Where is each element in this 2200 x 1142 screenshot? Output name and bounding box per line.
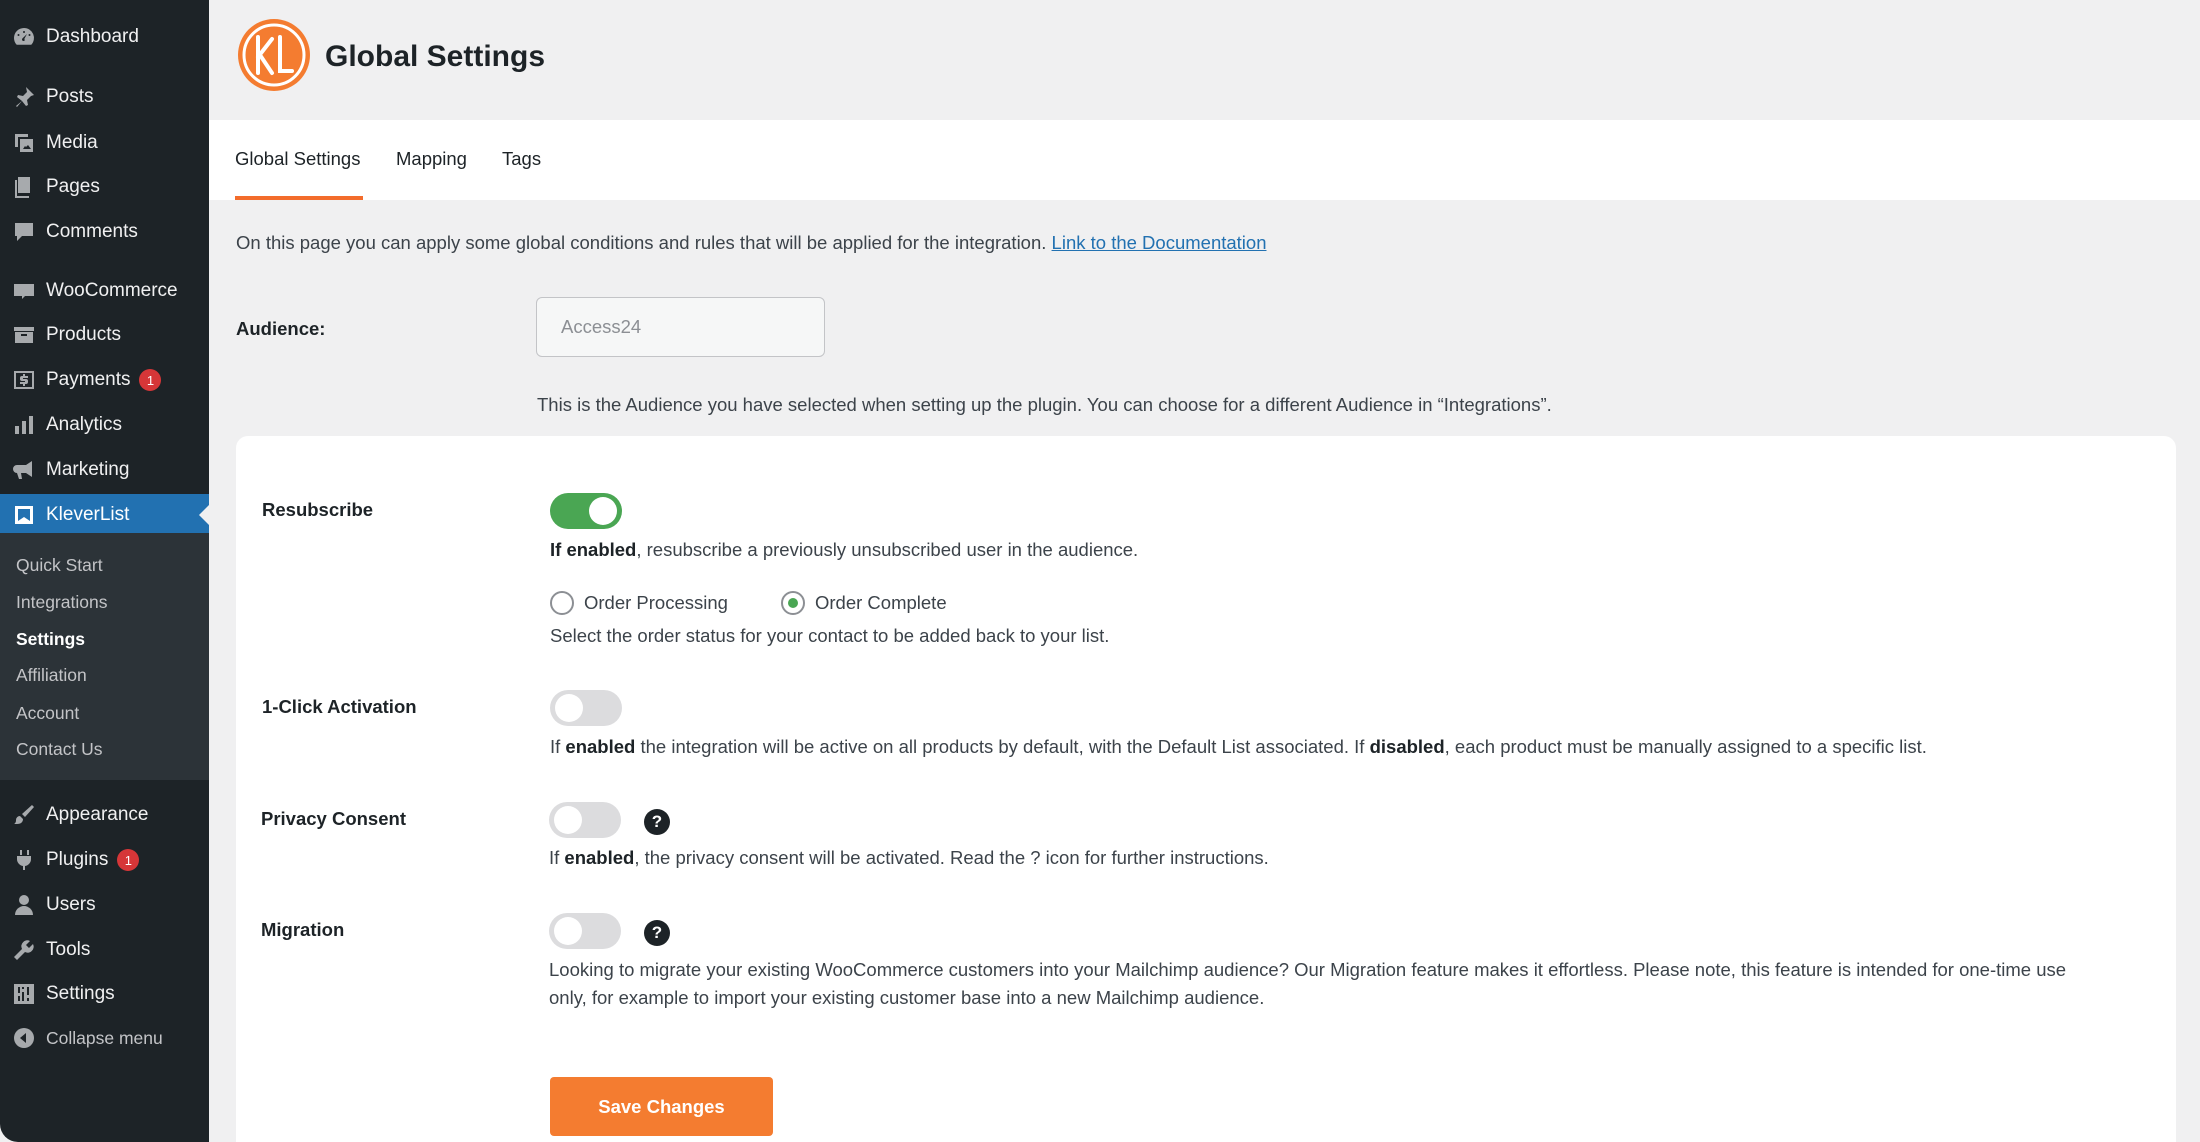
privacy-consent-description xyxy=(549,844,1269,872)
desc-text: , resubscribe a previously unsubscribed user in the audience. xyxy=(636,539,1139,560)
sidebar-item-tools[interactable] xyxy=(0,929,209,971)
user-icon xyxy=(11,892,37,918)
desc-text: the integration will be active on all products by default, with the Default List associated. If xyxy=(635,736,1370,757)
woo-icon xyxy=(11,278,37,304)
sidebar-item-label: Media xyxy=(46,132,98,153)
sidebar-item-woocommerce[interactable] xyxy=(0,270,209,312)
privacy-consent-label: Privacy Consent xyxy=(261,808,406,829)
pages-icon xyxy=(11,174,37,200)
paintbrush-icon xyxy=(11,802,37,828)
privacy-consent-toggle[interactable] xyxy=(549,802,621,838)
migration-description-line-2: only, for example to import your existing customer base into a new Mailchimp audience. xyxy=(549,987,1265,1008)
sidebar-item-label: Posts xyxy=(46,86,94,107)
one-click-activation-label: 1-Click Activation xyxy=(262,696,417,717)
one-click-activation-description xyxy=(550,733,1927,761)
sidebar-item-label: Dashboard xyxy=(46,26,139,47)
sidebar-item-pages[interactable] xyxy=(0,166,209,208)
migration-toggle[interactable] xyxy=(549,913,621,949)
toggle-knob xyxy=(554,917,582,945)
sidebar-item-dashboard[interactable] xyxy=(0,16,209,58)
sidebar-item-label: Users xyxy=(46,894,96,915)
sidebar-item-kleverlist[interactable] xyxy=(0,494,209,536)
sidebar-item-marketing[interactable] xyxy=(0,449,209,491)
radio-circle xyxy=(781,591,805,615)
sidebar-item-label: Tools xyxy=(46,939,91,960)
dollar-icon xyxy=(11,367,37,393)
sidebar-item-label: Analytics xyxy=(46,414,123,435)
comment-icon xyxy=(11,219,37,245)
page-title: Global Settings xyxy=(325,40,546,73)
toggle-knob xyxy=(554,806,582,834)
submenu-item-contact-us[interactable]: Contact Us xyxy=(16,739,103,759)
submenu-item-integrations[interactable]: Integrations xyxy=(16,592,108,612)
save-changes-button[interactable]: Save Changes xyxy=(550,1077,773,1136)
kleverlist-submenu xyxy=(0,533,209,780)
intro-description: On this page you can apply some global conditions and rules that will be applied for the integration. xyxy=(236,232,1047,253)
radio-label: Order Processing xyxy=(584,592,728,613)
sidebar-item-settings[interactable] xyxy=(0,973,209,1015)
toggle-knob xyxy=(555,694,583,722)
intro-text xyxy=(236,232,1266,254)
desc-bold: enabled xyxy=(565,736,636,757)
submenu-item-affiliation[interactable]: Affiliation xyxy=(16,665,87,685)
submenu-item-settings[interactable]: Settings xyxy=(16,629,86,649)
settings-card xyxy=(236,436,2176,1142)
desc-bold: If enabled xyxy=(550,539,637,560)
resubscribe-description xyxy=(550,536,1138,564)
documentation-link[interactable]: Link to the Documentation xyxy=(1051,232,1267,253)
sidebar-item-label: Appearance xyxy=(46,804,149,825)
submenu-item-account[interactable]: Account xyxy=(16,703,80,723)
radio-order-processing[interactable] xyxy=(550,591,728,615)
media-icon xyxy=(11,130,37,156)
audience-help-text: This is the Audience you have selected when setting up the plugin. You can choose for a different Audience in “Integrations”. xyxy=(537,394,1552,415)
bar-chart-icon xyxy=(11,412,37,438)
megaphone-icon xyxy=(11,457,37,483)
sidebar-item-label: KleverList xyxy=(46,504,130,525)
sidebar-item-appearance[interactable] xyxy=(0,794,209,836)
sidebar-item-label: Pages xyxy=(46,176,100,197)
audience-label: Audience: xyxy=(236,318,326,339)
admin-sidebar xyxy=(0,0,209,1142)
active-tab-indicator xyxy=(235,196,363,200)
one-click-activation-toggle[interactable] xyxy=(550,690,622,726)
desc-text: , each product must be manually assigned to a specific list. xyxy=(1444,736,1927,757)
sidebar-item-label: WooCommerce xyxy=(46,280,178,301)
tab-tags[interactable]: Tags xyxy=(502,148,542,169)
sidebar-item-label: Marketing xyxy=(46,459,130,480)
archive-icon xyxy=(11,322,37,348)
settings-icon xyxy=(11,981,37,1007)
radio-label: Order Complete xyxy=(815,592,947,613)
desc-text: , the privacy consent will be activated. Read the ? icon for further instructions. xyxy=(634,847,1269,868)
sidebar-item-media[interactable] xyxy=(0,122,209,164)
sidebar-item-label: Collapse menu xyxy=(46,1027,163,1048)
sidebar-item-label: Payments xyxy=(46,369,131,390)
sidebar-item-label: Comments xyxy=(46,221,138,242)
sidebar-item-users[interactable] xyxy=(0,884,209,926)
audience-field[interactable] xyxy=(536,297,825,357)
toggle-knob xyxy=(589,497,617,525)
sidebar-item-products[interactable] xyxy=(0,314,209,356)
resubscribe-toggle[interactable] xyxy=(550,493,622,529)
submenu-item-quick-start[interactable]: Quick Start xyxy=(16,555,103,575)
resubscribe-label: Resubscribe xyxy=(262,499,374,520)
notification-badge: 1 xyxy=(117,849,139,871)
sidebar-item-payments[interactable] xyxy=(0,359,209,401)
wrench-icon xyxy=(11,937,37,963)
radio-order-complete[interactable] xyxy=(781,591,947,615)
sidebar-item-comments[interactable] xyxy=(0,211,209,253)
kleverlist-logo-icon xyxy=(236,17,312,93)
sidebar-item-analytics[interactable] xyxy=(0,404,209,446)
radio-circle xyxy=(550,591,574,615)
sidebar-item-label: Products xyxy=(46,324,121,345)
desc-text: If xyxy=(550,736,566,757)
dashboard-icon xyxy=(11,24,37,50)
tab-mapping[interactable]: Mapping xyxy=(396,148,467,169)
desc-text: If xyxy=(549,847,565,868)
tab-global-settings[interactable]: Global Settings xyxy=(235,148,361,169)
pin-icon xyxy=(11,84,37,110)
migration-description-line-1: Looking to migrate your existing WooCommerce customers into your Mailchimp audience? Our Migration feature makes it effortless. Please note, this feature is intended for one-time use xyxy=(549,959,2067,980)
sidebar-item-label: Settings xyxy=(46,983,115,1004)
kleverlist-icon xyxy=(11,502,37,528)
question-icon[interactable]: ? xyxy=(644,809,670,835)
order-status-help: Select the order status for your contact to be added back to your list. xyxy=(550,625,1110,646)
question-icon[interactable]: ? xyxy=(644,920,670,946)
collapse-icon xyxy=(11,1025,37,1051)
plug-icon xyxy=(11,847,37,873)
desc-bold: enabled xyxy=(564,847,635,868)
sidebar-item-plugins[interactable] xyxy=(0,839,209,881)
settings-tabs xyxy=(209,120,2200,200)
page-header xyxy=(209,0,2200,120)
desc-bold: disabled xyxy=(1369,736,1445,757)
sidebar-item-posts[interactable] xyxy=(0,76,209,118)
notification-badge: 1 xyxy=(139,369,161,391)
collapse-menu-button[interactable] xyxy=(0,1017,209,1059)
migration-label: Migration xyxy=(261,919,345,940)
sidebar-item-label: Plugins xyxy=(46,849,109,870)
